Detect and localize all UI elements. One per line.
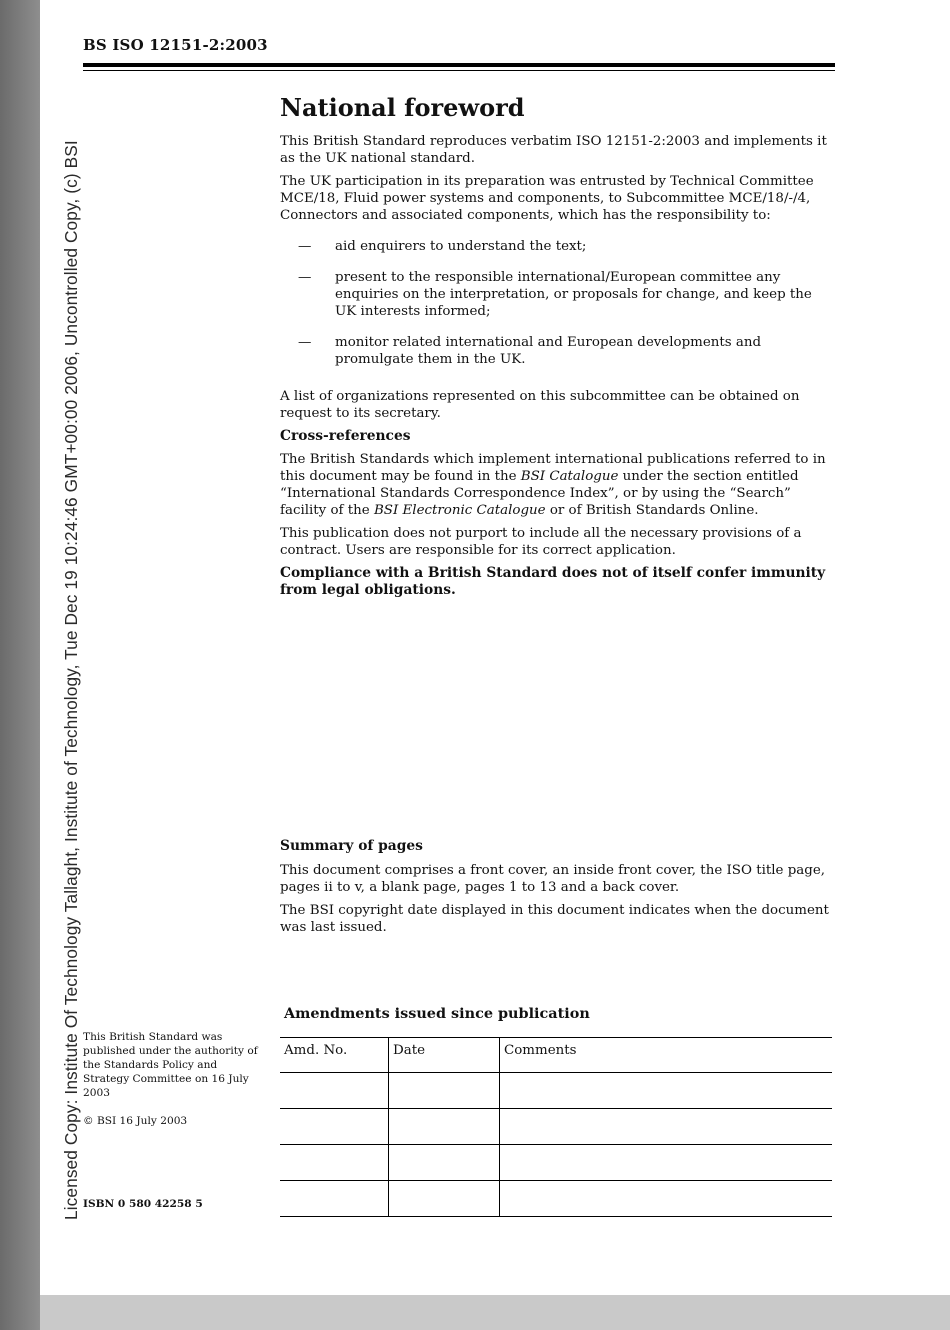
list-dash: — [298, 270, 312, 285]
table-cell [389, 1109, 500, 1145]
bsi-catalogue-title: BSI Catalogue [520, 469, 619, 484]
amendments-table [280, 1037, 832, 1217]
table-header-row [280, 1038, 832, 1073]
table-cell [389, 1181, 500, 1217]
list-item-text: present to the responsible international/European committee any enquiries on the interpretation, or proposals for change, and keep the UK interests informed; [335, 270, 812, 319]
document-id: BS ISO 12151-2:2003 [83, 36, 268, 54]
bsi-electronic-catalogue-title: BSI Electronic Catalogue [373, 503, 546, 518]
table-cell [280, 1145, 389, 1181]
copyright-notice: © BSI 16 July 2003 [83, 1115, 188, 1127]
table-row [280, 1109, 832, 1145]
table-row [280, 1145, 832, 1181]
foreword-paragraph: This British Standard reproduces verbatim ISO 12151-2:2003 and implements it as the UK national standard. [280, 134, 827, 166]
table-cell [280, 1073, 389, 1109]
table-cell [280, 1181, 389, 1217]
summary-of-pages [280, 838, 836, 942]
list-dash: — [298, 335, 312, 350]
header-rule-thin [83, 70, 835, 71]
compliance-statement: Compliance with a British Standard does not of itself confer immunity from legal obligations. [280, 565, 826, 598]
table-row [280, 1181, 832, 1217]
column-header-comments: Comments [500, 1038, 833, 1073]
publication-info [83, 1030, 263, 1128]
foreword-paragraph: The UK participation in its preparation was entrusted by Technical Committee MCE/18, Fluid power systems and components, to Subcommittee MCE/18/-/4, Connectors and associated components, which has the responsibility to: [280, 174, 814, 223]
list-item [280, 269, 836, 320]
list-item [280, 238, 836, 255]
table-cell [500, 1181, 833, 1217]
table-cell [500, 1145, 833, 1181]
foreword-title: National foreword [280, 93, 525, 122]
national-foreword [280, 93, 836, 605]
list-dash: — [298, 239, 312, 254]
crossref-text: The British Standards which implement international publications referred to in this document may be found in the [280, 452, 826, 484]
column-header-amd-no: Amd. No. [280, 1038, 389, 1073]
cross-references-heading: Cross-references [280, 428, 411, 444]
header-rule-thick [83, 63, 835, 67]
amendments-title: Amendments issued since publication [284, 1005, 590, 1022]
column-header-date: Date [389, 1038, 500, 1073]
table-cell [389, 1145, 500, 1181]
table-cell [389, 1073, 500, 1109]
scan-margin [0, 0, 40, 1330]
summary-paragraph: This document comprises a front cover, an inside front cover, the ISO title page, pages ii to v, a blank page, pages 1 to 13 and a back cover. [280, 863, 826, 895]
authority-statement: This British Standard was published under the authority of the Standards Policy and Strategy Committee on 16 July 2003 [83, 1031, 258, 1099]
list-item [280, 334, 836, 368]
cross-references-paragraph [280, 451, 836, 519]
table-cell [280, 1109, 389, 1145]
table-cell [500, 1073, 833, 1109]
license-watermark: Licensed Copy: Institute Of Technology Tallaght, Institute of Technology, Tue Dec 19 10:24:46 GMT+00:00 2006, Uncontrolled Copy, (c) BSI [61, 140, 81, 1220]
foreword-paragraph: A list of organizations represented on this subcommittee can be obtained on request to its secretary. [280, 389, 800, 421]
table-cell [500, 1109, 833, 1145]
crossref-text: under the section entitled “International Standards Correspondence Index”, or by using the “Search” facility of the [280, 469, 799, 518]
table-row [280, 1073, 832, 1109]
isbn: ISBN 0 580 42258 5 [83, 1198, 203, 1210]
summary-heading: Summary of pages [280, 838, 423, 854]
foreword-paragraph: This publication does not purport to include all the necessary provisions of a contract. Users are responsible for its correct application. [280, 526, 802, 558]
list-item-text: monitor related international and European developments and promulgate them in the UK. [335, 335, 762, 367]
summary-paragraph: The BSI copyright date displayed in this document indicates when the document was last issued. [280, 903, 829, 935]
list-item-text: aid enquirers to understand the text; [335, 239, 587, 254]
responsibility-list [280, 238, 836, 368]
crossref-text: or of British Standards Online. [545, 503, 759, 518]
